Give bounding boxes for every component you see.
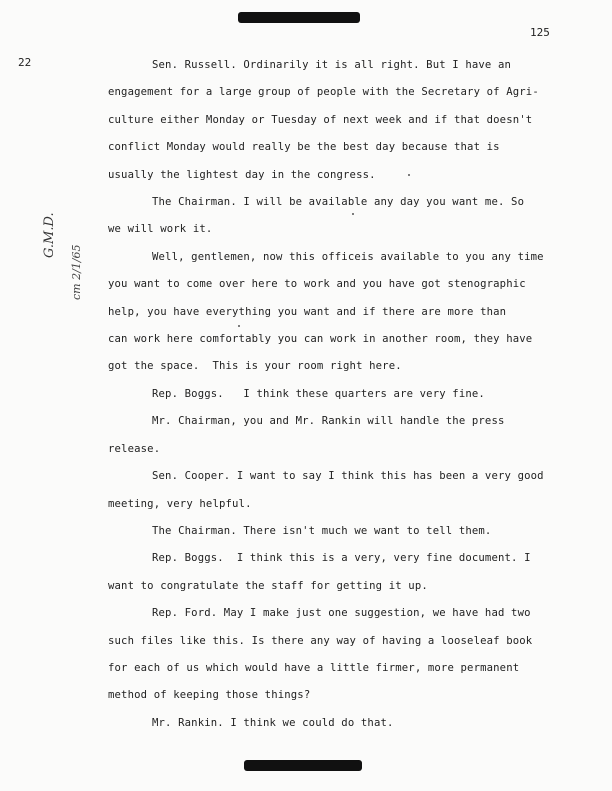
transcript-line: Sen. Cooper. I want to say I think this has been a very good bbox=[152, 470, 544, 483]
transcript-line: got the space. This is your room right here. bbox=[108, 360, 402, 373]
transcript-line: method of keeping those things? bbox=[108, 689, 311, 702]
transcript-line: such files like this. Is there any way of having a looseleaf book bbox=[108, 634, 533, 647]
scan-speck bbox=[408, 174, 410, 176]
transcript-paragraph bbox=[108, 244, 598, 381]
transcript-line: Well, gentlemen, now this officeis available to you any time bbox=[152, 250, 544, 263]
transcript-line: The Chairman. There isn't much we want to tell them. bbox=[152, 524, 492, 537]
transcript-paragraph bbox=[108, 189, 598, 244]
handwritten-margin-date: cm 2/1/65 bbox=[70, 244, 83, 300]
transcript-paragraph bbox=[108, 600, 598, 710]
transcript-line: can work here comfortably you can work in another room, they have bbox=[108, 333, 533, 346]
transcript-line: help, you have everything you want and if there are more than bbox=[108, 305, 507, 318]
transcript-line: meeting, very helpful. bbox=[108, 497, 252, 510]
transcript-line: for each of us which would have a little firmer, more permanent bbox=[108, 661, 520, 674]
transcript-paragraph bbox=[108, 463, 598, 518]
transcript-paragraph bbox=[108, 710, 598, 737]
transcript-line: usually the lightest day in the congress. bbox=[108, 168, 376, 181]
scan-speck bbox=[352, 213, 354, 215]
transcript-line: release. bbox=[108, 442, 161, 455]
transcript-line: Mr. Chairman, you and Mr. Rankin will handle the press bbox=[152, 415, 505, 428]
transcript-line: engagement for a large group of people with the Secretary of Agri- bbox=[108, 86, 539, 99]
transcript-line: culture either Monday or Tuesday of next week and if that doesn't bbox=[108, 113, 533, 126]
transcript-line: we will work it. bbox=[108, 223, 213, 236]
transcript-line: Rep. Ford. May I make just one suggestion, we have had two bbox=[152, 607, 531, 620]
transcript-paragraph bbox=[108, 381, 598, 408]
transcript-paragraph bbox=[108, 518, 598, 545]
page-number: 125 bbox=[530, 26, 550, 39]
transcript-line: Rep. Boggs. I think this is a very, very fine document. I bbox=[152, 552, 531, 565]
transcript-line: you want to come over here to work and you have got stenographic bbox=[108, 278, 526, 291]
scan-speck bbox=[238, 325, 240, 327]
transcript-line: Sen. Russell. Ordinarily it is all right. But I have an bbox=[152, 59, 512, 71]
transcript-line: Mr. Rankin. I think we could do that. bbox=[152, 716, 394, 729]
transcript-paragraph bbox=[108, 408, 598, 463]
line-number: 22 bbox=[18, 56, 32, 69]
transcript-line: want to congratulate the staff for getting it up. bbox=[108, 579, 428, 592]
transcript-line: Rep. Boggs. I think these quarters are very fine. bbox=[152, 387, 485, 400]
transcript-line: conflict Monday would really be the best day because that is bbox=[108, 141, 500, 154]
redaction-bar-bottom bbox=[244, 760, 362, 771]
transcript-paragraph bbox=[108, 52, 598, 189]
redaction-bar-top bbox=[238, 12, 360, 23]
handwritten-margin-note: G.M.D. bbox=[42, 212, 57, 258]
transcript-line: The Chairman. I will be available any day you want me. So bbox=[152, 196, 525, 209]
transcript-body bbox=[108, 52, 598, 737]
transcript-paragraph bbox=[108, 545, 598, 600]
